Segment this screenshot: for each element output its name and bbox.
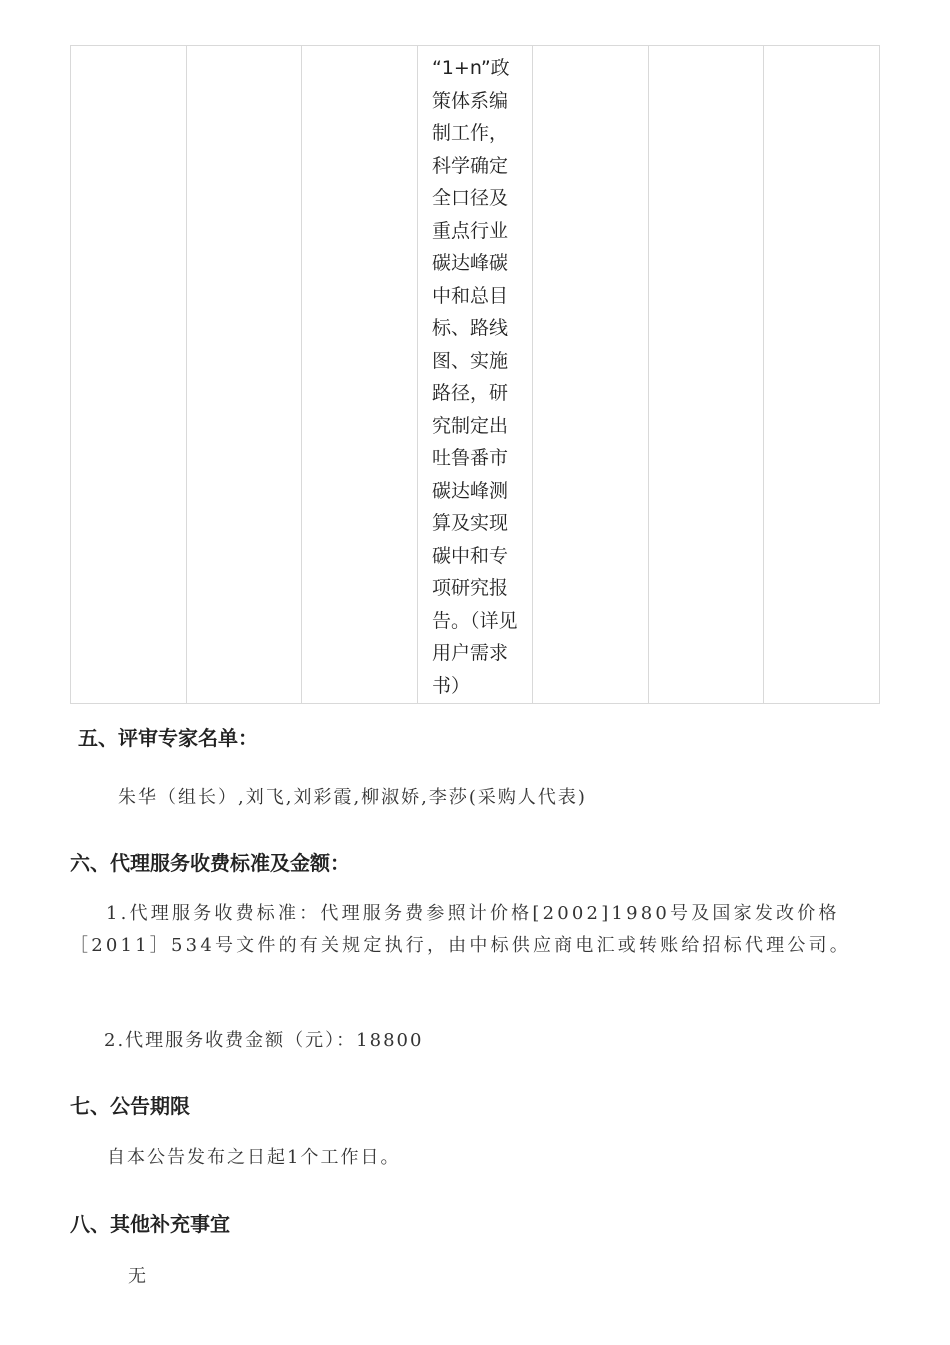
section8-heading: 八、其他补充事宜 <box>70 1212 230 1236</box>
table-cell <box>186 46 302 704</box>
table-cell <box>648 46 764 704</box>
table-cell <box>71 46 187 704</box>
other-matters-text: 无 <box>128 1266 148 1287</box>
result-table <box>70 45 880 704</box>
notice-period-text: 自本公告发布之日起1个工作日。 <box>107 1147 401 1168</box>
section7-heading: 七、公告期限 <box>70 1094 190 1118</box>
table-cell <box>533 46 649 704</box>
project-content-text: “1+n”政策体系编制工作，科学确定全口径及重点行业碳达峰碳中和总目标、路线图、实施路径，研究制定出吐鲁番市碳达峰测算及实现碳中和专项研究报告。（详见用户需求书） <box>431 57 518 697</box>
section6-heading: 六、代理服务收费标准及金额： <box>70 851 350 875</box>
table-cell-content <box>417 46 533 704</box>
fee-standard-text: 1.代理服务收费标准：代理服务费参照计价格[2002]1980号及国家发改价格［2011］534号文件的有关规定执行，由中标供应商电汇或转账给招标代理公司。 <box>70 903 851 956</box>
table-row <box>71 46 880 704</box>
fee-amount-text: 2.代理服务收费金额（元）：18800 <box>104 1030 424 1051</box>
table-cell <box>302 46 418 704</box>
table-cell <box>764 46 880 704</box>
expert-list-text: 朱华（组长）,刘飞,刘彩霞,柳淑娇,李莎(采购人代表) <box>118 787 587 808</box>
section5-heading: 五、评审专家名单： <box>78 726 258 750</box>
